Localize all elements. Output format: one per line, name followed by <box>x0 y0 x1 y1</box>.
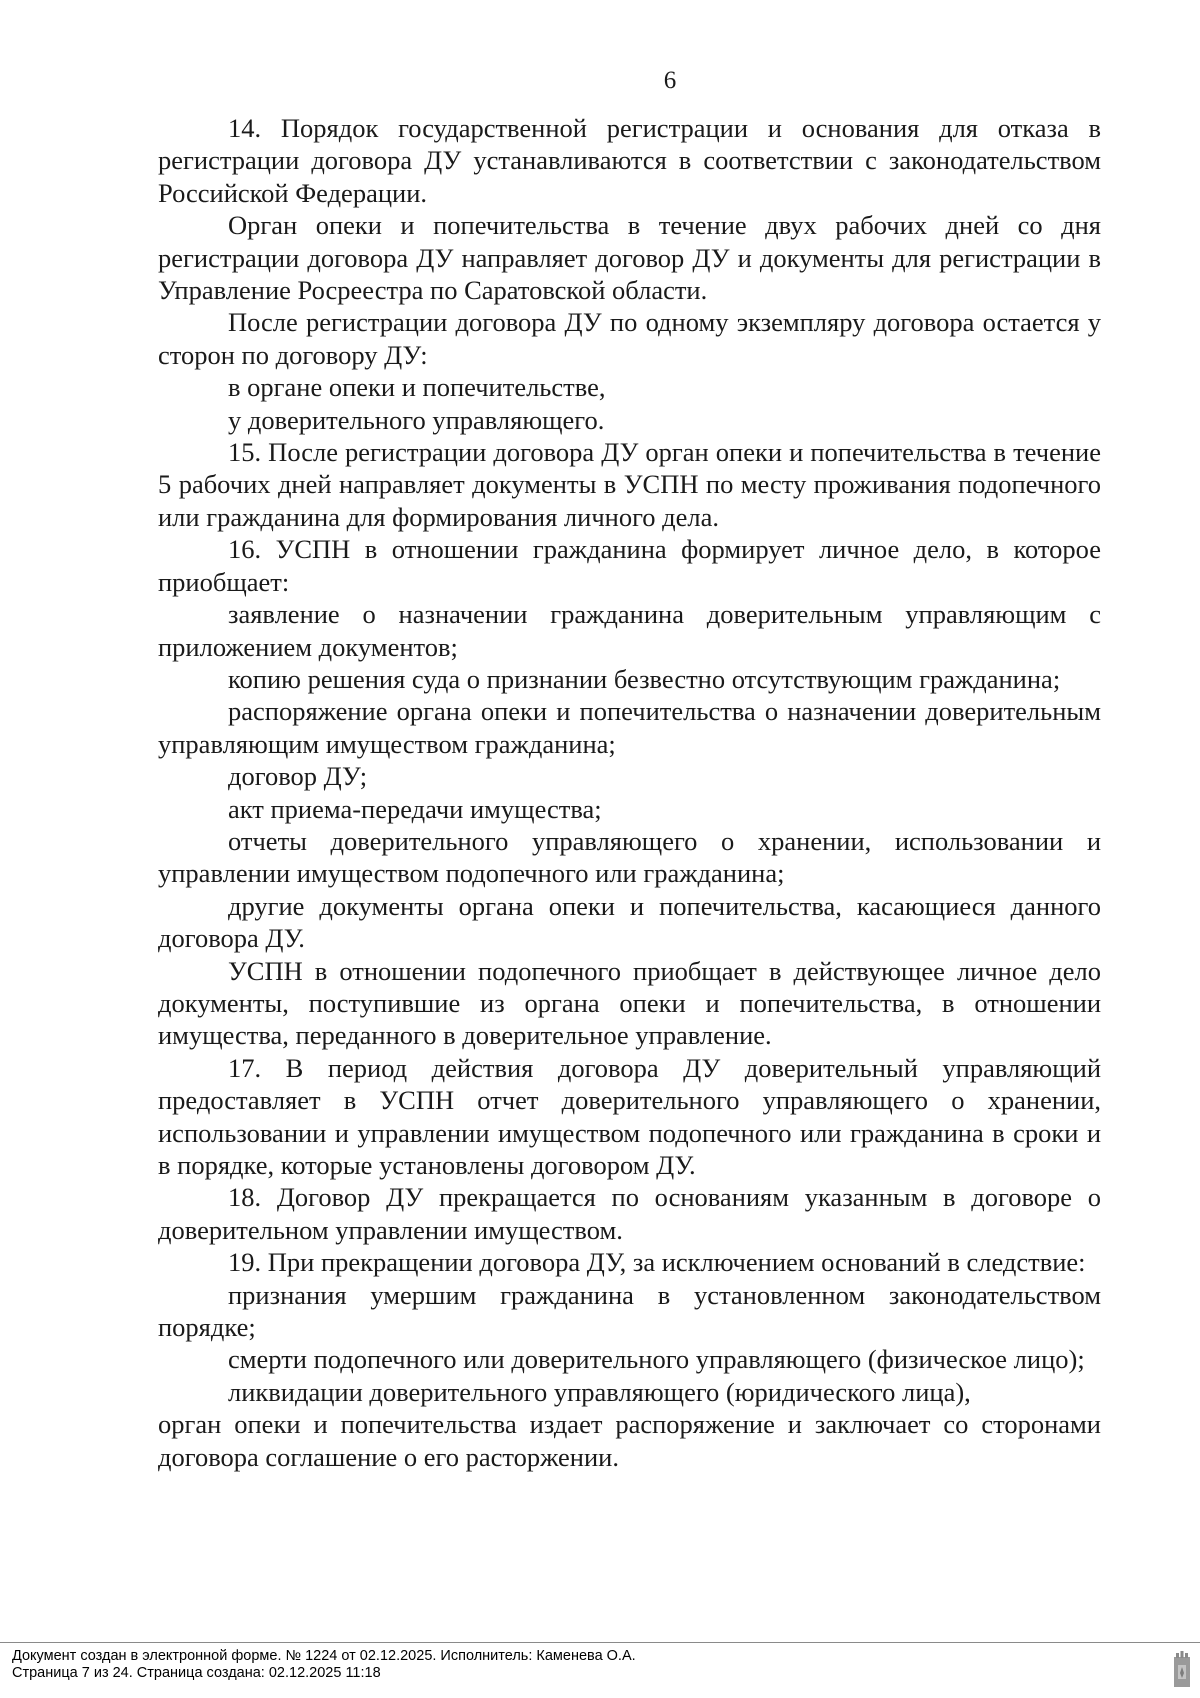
list-item: у доверительного управляющего. <box>228 404 605 435</box>
paragraph-copies: После регистрации договора ДУ по одному экземпляру договора остается у сторон по договору ДУ: <box>158 307 1101 370</box>
paragraph-14: 14. Порядок государственной регистрации и основания для отказа в регистрации договора ДУ устанавливаются в соответствии с законодательством Российской Федерации. <box>158 113 1101 208</box>
footer-line-page-info: Страница 7 из 24. Страница создана: 02.12.2025 11:18 <box>12 1665 381 1681</box>
list-item: акт приема-передачи имущества; <box>228 793 602 824</box>
footer-divider <box>0 1642 1200 1643</box>
list-item: копию решения суда о признании безвестно отсутствующим гражданина; <box>228 663 1061 694</box>
list-item: смерти подопечного или доверительного управляющего (физическое лицо); <box>228 1344 1085 1375</box>
paragraph-15: 15. После регистрации договора ДУ орган опеки и попечительства в течение 5 рабочих дней направляет документы в УСПН по месту проживания подопечного или гражданина для формирования личного дела. <box>158 437 1101 532</box>
coat-of-arms-icon <box>1171 1651 1193 1689</box>
list-item: в органе опеки и попечительстве, <box>228 372 606 403</box>
paragraph-19: 19. При прекращении договора ДУ, за исключением оснований в следствие: <box>228 1247 1086 1278</box>
list-item: отчеты доверительного управляющего о хранении, использовании и управлении имуществом подопечного или гражданина; <box>158 825 1101 889</box>
paragraph-18: 18. Договор ДУ прекращается по основаниям указанным в договоре о доверительном управлении имуществом. <box>158 1182 1101 1245</box>
paragraph-uspn-ward: УСПН в отношении подопечного приобщает в действующее личное дело документы, поступившие из органа опеки и попечительства, в отношении имущества, переданного в доверительное управление. <box>158 955 1101 1051</box>
document-body <box>158 112 1101 1473</box>
list-item: договор ДУ; <box>228 761 368 792</box>
paragraph-registration-send: Орган опеки и попечительства в течение двух рабочих дней со дня регистрации договора ДУ направляет договор ДУ и документы для регистрации в Управление Росреестра по Саратовской области. <box>158 210 1101 306</box>
list-item: заявление о назначении гражданина доверительным управляющим с приложением документов; <box>158 599 1101 662</box>
footer-line-document-info: Документ создан в электронной форме. № 1224 от 02.12.2025. Исполнитель: Каменева О.А. <box>12 1648 636 1664</box>
list-item: другие документы органа опеки и попечительства, касающиеся данного договора ДУ. <box>158 890 1101 954</box>
paragraph-16: 16. УСПН в отношении гражданина формирует личное дело, в которое приобщает: <box>158 534 1101 597</box>
paragraph-19-conclusion: орган опеки и попечительства издает распоряжение и заключает со сторонами договора соглашение о его расторжении. <box>158 1409 1101 1472</box>
footer <box>12 1648 636 1682</box>
paragraph-17: 17. В период действия договора ДУ доверительный управляющий предоставляет в УСПН отчет доверительного управляющего о хранении, использовании и управлении имуществом подопечного или гражданина в сроки и в порядке, которые установлены договором ДУ. <box>158 1052 1101 1180</box>
list-item: распоряжение органа опеки и попечительства о назначении доверительным управляющим имуществом гражданина; <box>158 696 1101 759</box>
page-number: 6 <box>663 67 677 94</box>
list-item: ликвидации доверительного управляющего (юридического лица), <box>228 1376 971 1407</box>
list-item: признания умершим гражданина в установленном законодательством порядке; <box>158 1279 1101 1343</box>
